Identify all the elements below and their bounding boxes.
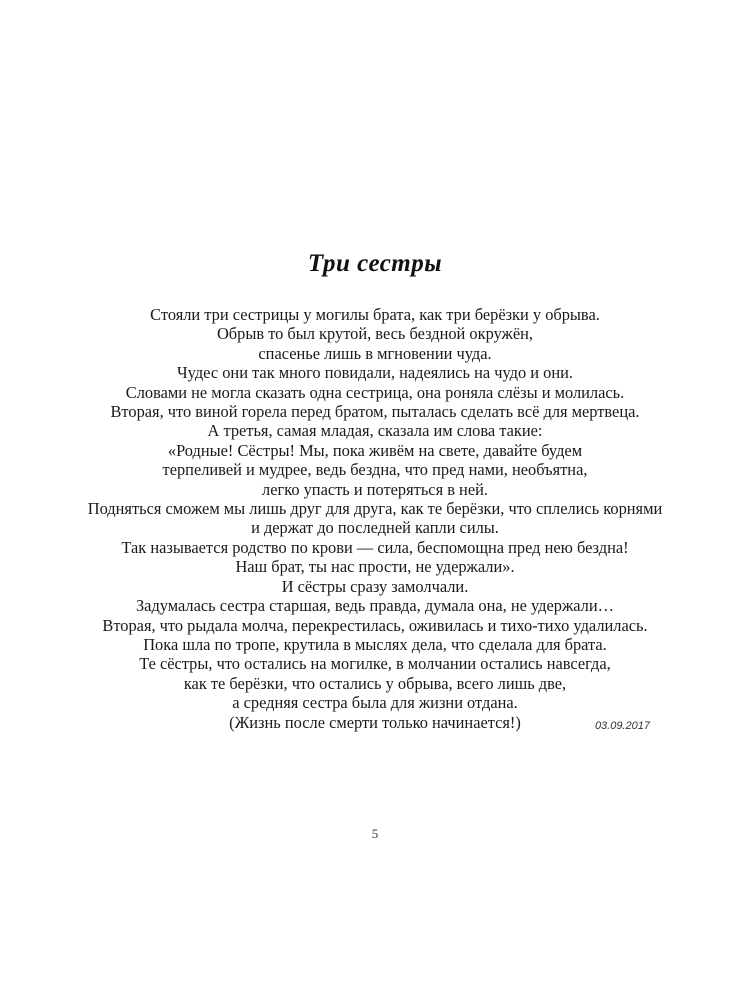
poem-line: Подняться сможем мы лишь друг для друга, как те берёзки, что сплелись корнями: [87, 499, 663, 519]
poem-line: Стояли три сестрицы у могилы брата, как три берёзки у обрыва.: [150, 305, 600, 324]
poem-line: Словами не могла сказать одна сестрица, она роняла слёзы и молилась.: [125, 382, 625, 402]
poem-line: Наш брат, ты нас прости, не удержали».: [235, 557, 515, 577]
poem-line: А третья, самая младая, сказала им слова такие:: [207, 421, 543, 441]
poem-line: (Жизнь после смерти только начинается!): [229, 712, 521, 732]
poem-line: Пока шла по тропе, крутила в мыслях дела, что сделала для брата.: [143, 634, 607, 654]
poem-line: а средняя сестра была для жизни отдана.: [232, 693, 518, 713]
poem-line: легко упасть и потеряться в ней.: [262, 479, 488, 499]
poem-line: спасенье лишь в мгновении чуда.: [258, 343, 492, 363]
poem-line: Вторая, что виной горела перед братом, пыталась сделать всё для мертвеца.: [110, 402, 640, 422]
poem-date: 03.09.2017: [594, 720, 650, 732]
poem-line: Чудес они так много повидали, надеялись на чудо и они.: [177, 363, 573, 383]
poem-line: Те сёстры, что остались на могилке, в молчании остались навсегда,: [139, 654, 611, 674]
poem-line: Вторая, что рыдала молча, перекрестилась, оживилась и тихо-тихо удалилась.: [102, 615, 648, 635]
poem-body: [60, 305, 690, 732]
poem-line: «Родные! Сёстры! Мы, пока живём на свете, давайте будем: [167, 440, 583, 460]
page-number: 5: [371, 826, 379, 841]
poem-line: Обрыв то был крутой, весь бездной окружён,: [216, 324, 534, 344]
poem-line: Задумалась сестра старшая, ведь правда, думала она, не удержали…: [135, 596, 615, 616]
poem-line: как те берёзки, что остались у обрыва, всего лишь две,: [183, 673, 567, 693]
poem-title: Три сестры: [307, 250, 443, 277]
poem-line: И сёстры сразу замолчали.: [281, 576, 469, 596]
poem-line: Так называется родство по крови — сила, беспомощна пред нею бездна!: [121, 537, 629, 557]
poem-line: и держат до последней капли силы.: [251, 518, 499, 538]
poem-line: терпеливей и мудрее, ведь бездна, что пред нами, необъятна,: [162, 460, 588, 480]
